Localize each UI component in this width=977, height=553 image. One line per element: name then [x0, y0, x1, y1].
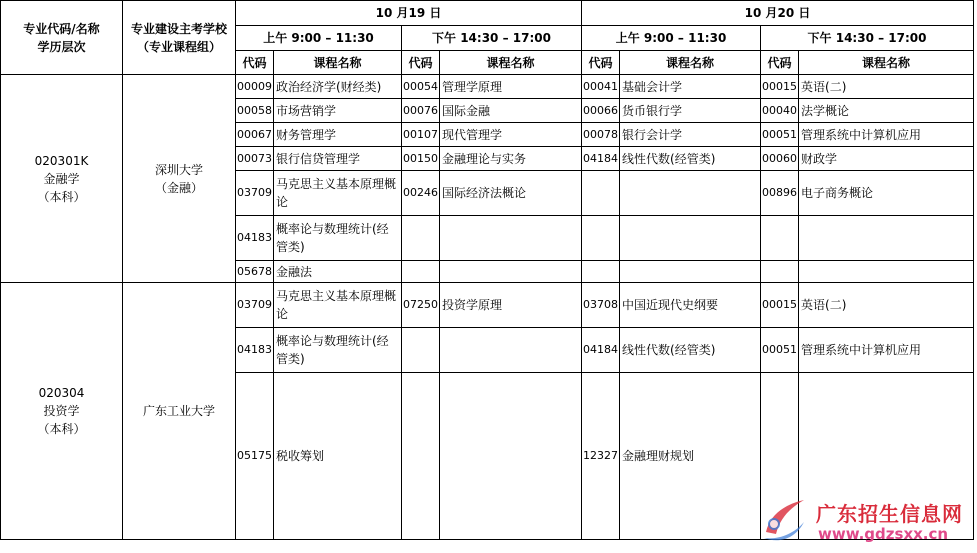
course-name-cell: 线性代数(经管类)	[620, 328, 761, 373]
course-code-cell	[402, 261, 440, 283]
course-code-cell	[582, 216, 620, 261]
course-name-cell: 投资学原理	[440, 283, 582, 328]
course-code-cell: 03709	[236, 283, 274, 328]
major-cell: 020304 投资学 （本科）	[1, 283, 123, 540]
header-code: 代码	[236, 51, 274, 75]
course-name-cell: 马克思主义基本原理概论	[274, 283, 402, 328]
header-day2-am: 上午 9:00 – 11:30	[582, 26, 761, 51]
course-name-cell: 中国近现代史纲要	[620, 283, 761, 328]
course-name-cell	[620, 261, 761, 283]
course-code-cell: 03708	[582, 283, 620, 328]
course-name-cell: 概率论与数理统计(经管类)	[274, 216, 402, 261]
course-name-cell	[799, 261, 974, 283]
table-row	[1, 75, 974, 99]
header-course: 课程名称	[620, 51, 761, 75]
course-code-cell: 00040	[761, 99, 799, 123]
header-course: 课程名称	[274, 51, 402, 75]
header-day1: 10 月19 日	[236, 1, 582, 26]
header-day2: 10 月20 日	[582, 1, 974, 26]
course-name-cell	[799, 216, 974, 261]
course-name-cell: 货币银行学	[620, 99, 761, 123]
course-code-cell: 00015	[761, 283, 799, 328]
course-name-cell: 英语(二)	[799, 283, 974, 328]
course-name-cell: 基础会计学	[620, 75, 761, 99]
course-name-cell: 国际金融	[440, 99, 582, 123]
course-name-cell	[620, 216, 761, 261]
school-cell: 广东工业大学	[123, 283, 236, 540]
school-cell: 深圳大学 （金融）	[123, 75, 236, 283]
course-code-cell	[761, 261, 799, 283]
watermark-url: www.gdzsxx.cn	[818, 525, 949, 543]
course-name-cell: 金融理财规划	[620, 373, 761, 540]
course-code-cell: 07250	[402, 283, 440, 328]
course-name-cell: 英语(二)	[799, 75, 974, 99]
course-code-cell: 04184	[582, 147, 620, 171]
header-day2-pm: 下午 14:30 – 17:00	[761, 26, 974, 51]
course-name-cell: 税收筹划	[274, 373, 402, 540]
course-code-cell: 04183	[236, 328, 274, 373]
header-code: 代码	[761, 51, 799, 75]
header-day1-am: 上午 9:00 – 11:30	[236, 26, 402, 51]
course-name-cell: 财务管理学	[274, 123, 402, 147]
header-day1-pm: 下午 14:30 – 17:00	[402, 26, 582, 51]
course-name-cell: 法学概论	[799, 99, 974, 123]
course-name-cell: 管理系统中计算机应用	[799, 328, 974, 373]
course-code-cell: 00060	[761, 147, 799, 171]
course-name-cell	[440, 328, 582, 373]
course-name-cell	[440, 373, 582, 540]
course-code-cell: 04184	[582, 328, 620, 373]
course-code-cell: 00076	[402, 99, 440, 123]
watermark-brand: 广东招生信息网	[816, 502, 963, 526]
course-code-cell: 00051	[761, 328, 799, 373]
course-name-cell: 市场营销学	[274, 99, 402, 123]
course-name-cell: 线性代数(经管类)	[620, 147, 761, 171]
course-code-cell	[582, 261, 620, 283]
course-name-cell: 银行会计学	[620, 123, 761, 147]
course-code-cell: 00058	[236, 99, 274, 123]
course-code-cell	[402, 216, 440, 261]
course-code-cell: 04183	[236, 216, 274, 261]
course-code-cell: 00009	[236, 75, 274, 99]
course-code-cell	[761, 216, 799, 261]
site-watermark	[760, 494, 975, 550]
course-code-cell: 00054	[402, 75, 440, 99]
header-major: 专业代码/名称 学历层次	[1, 1, 123, 75]
course-code-cell: 03709	[236, 171, 274, 216]
course-name-cell: 概率论与数理统计(经管类)	[274, 328, 402, 373]
course-name-cell: 电子商务概论	[799, 171, 974, 216]
course-name-cell: 金融理论与实务	[440, 147, 582, 171]
course-name-cell: 现代管理学	[440, 123, 582, 147]
course-name-cell: 银行信贷管理学	[274, 147, 402, 171]
course-code-cell: 05175	[236, 373, 274, 540]
major-cell: 020301K 金融学 （本科）	[1, 75, 123, 283]
course-code-cell	[402, 373, 440, 540]
header-code: 代码	[402, 51, 440, 75]
course-name-cell: 财政学	[799, 147, 974, 171]
course-name-cell: 国际经济法概论	[440, 171, 582, 216]
swoosh-logo-icon	[760, 494, 808, 544]
header-course: 课程名称	[799, 51, 974, 75]
course-code-cell: 00150	[402, 147, 440, 171]
course-code-cell: 00896	[761, 171, 799, 216]
header-code: 代码	[582, 51, 620, 75]
course-code-cell: 00107	[402, 123, 440, 147]
course-name-cell: 马克思主义基本原理概论	[274, 171, 402, 216]
course-name-cell: 管理系统中计算机应用	[799, 123, 974, 147]
course-name-cell	[440, 216, 582, 261]
course-code-cell: 00078	[582, 123, 620, 147]
course-code-cell: 00015	[761, 75, 799, 99]
course-code-cell: 00041	[582, 75, 620, 99]
header-course: 课程名称	[440, 51, 582, 75]
header-school: 专业建设主考学校 （专业课程组）	[123, 1, 236, 75]
course-code-cell: 05678	[236, 261, 274, 283]
course-name-cell: 政治经济学(财经类)	[274, 75, 402, 99]
course-name-cell	[440, 261, 582, 283]
course-code-cell: 00067	[236, 123, 274, 147]
course-code-cell: 00051	[761, 123, 799, 147]
course-name-cell: 金融法	[274, 261, 402, 283]
course-code-cell: 00066	[582, 99, 620, 123]
course-code-cell: 00246	[402, 171, 440, 216]
course-code-cell	[582, 171, 620, 216]
course-name-cell	[620, 171, 761, 216]
course-code-cell	[402, 328, 440, 373]
table-row	[1, 283, 974, 328]
course-code-cell: 00073	[236, 147, 274, 171]
course-code-cell: 12327	[582, 373, 620, 540]
course-name-cell: 管理学原理	[440, 75, 582, 99]
